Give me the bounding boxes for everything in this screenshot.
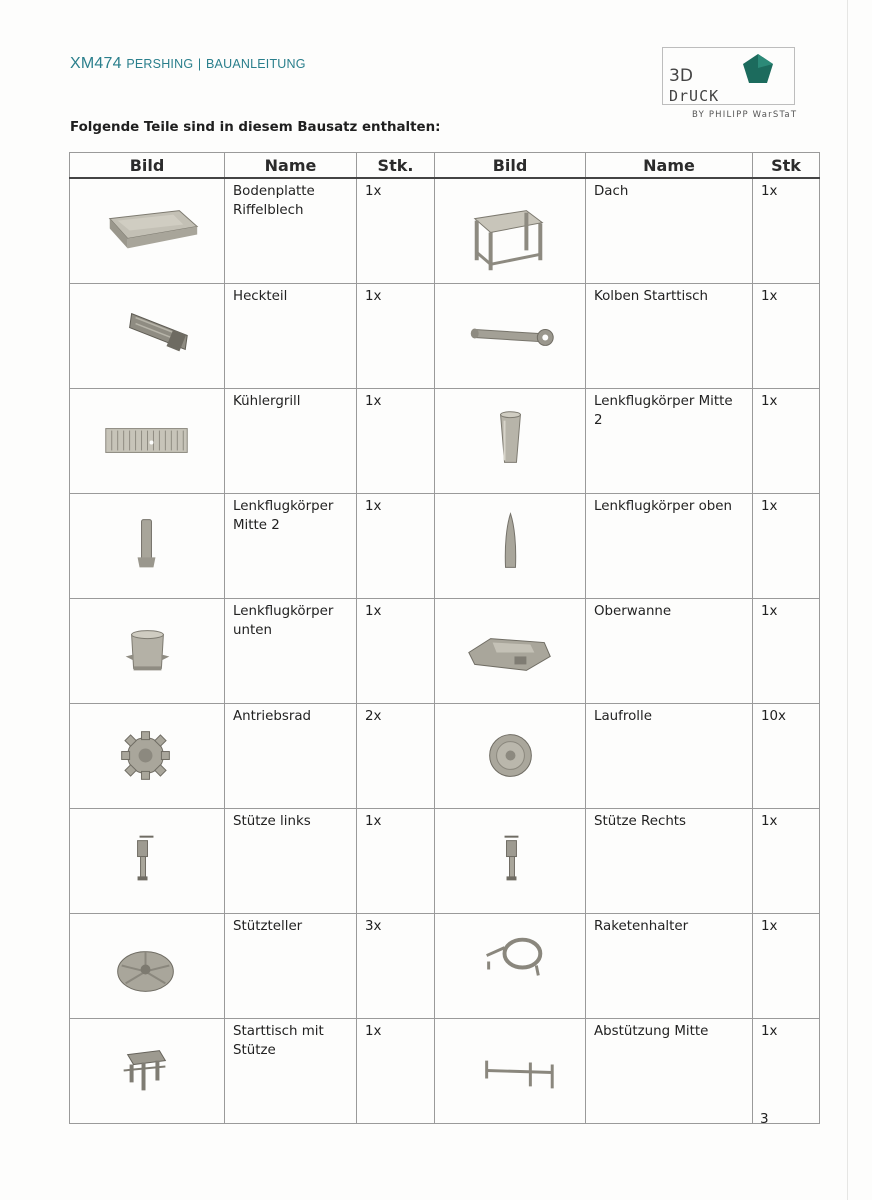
part-name: Oberwanne: [586, 599, 753, 704]
part-name: Stütze links: [225, 809, 357, 914]
part-image-cell: [435, 494, 586, 599]
part-image-cell: [435, 284, 586, 389]
rear-part-icon: [70, 284, 224, 388]
header-qty-right: Stk: [753, 153, 820, 179]
page-edge: [847, 0, 848, 1200]
part-image-cell: [435, 914, 586, 1019]
part-name: Heckteil: [225, 284, 357, 389]
part-qty: 1x: [753, 389, 820, 494]
missile-middle-icon: [435, 389, 585, 493]
intro-text: Folgende Teile sind in diesem Bausatz enthalten:: [70, 120, 441, 135]
part-image-cell: [435, 704, 586, 809]
table-row: [70, 284, 820, 389]
brand-logo: [662, 47, 798, 120]
part-name: Kolben Starttisch: [586, 284, 753, 389]
part-name: Bodenplatte Riffelblech: [225, 178, 357, 284]
header-separator: |: [197, 57, 202, 71]
part-name: Lenkflugkörper unten: [225, 599, 357, 704]
page-number: 3: [760, 1111, 769, 1127]
header-section: BAUANLEITUNG: [206, 57, 306, 71]
part-qty: 2x: [357, 704, 435, 809]
part-name: Stützteller: [225, 914, 357, 1019]
rocket-holder-icon: [435, 914, 585, 1018]
part-qty: 1x: [357, 809, 435, 914]
support-right-icon: [435, 809, 585, 913]
table-row: [70, 494, 820, 599]
header-qty-left: Stk.: [357, 153, 435, 179]
table-row: [70, 914, 820, 1019]
support-left-icon: [70, 809, 224, 913]
missile-top-icon: [435, 494, 585, 598]
part-name: Stütze Rechts: [586, 809, 753, 914]
radiator-grill-icon: [70, 389, 224, 493]
part-name: Dach: [586, 178, 753, 284]
launch-table-icon: [70, 1019, 224, 1123]
part-name: Lenkflugkörper Mitte 2: [586, 389, 753, 494]
part-image-cell: [70, 599, 225, 704]
logo-subtitle: BY PHILIPP WarSTaT: [692, 110, 798, 120]
header-model-name: PERSHING: [126, 57, 194, 71]
part-image-cell: [435, 809, 586, 914]
parts-table: [69, 152, 820, 1124]
document-header: [70, 55, 306, 73]
part-image-cell: [70, 914, 225, 1019]
header-name-right: Name: [586, 153, 753, 179]
part-qty: 1x: [357, 389, 435, 494]
missile-middle-2-icon: [70, 494, 224, 598]
part-qty: 1x: [753, 494, 820, 599]
part-image-cell: [70, 389, 225, 494]
part-qty: 1x: [753, 809, 820, 914]
part-image-cell: [435, 389, 586, 494]
table-row: [70, 599, 820, 704]
roof-icon: [435, 179, 585, 283]
floor-plate-icon: [70, 179, 224, 283]
part-qty: 1x: [357, 599, 435, 704]
part-qty: 3x: [357, 914, 435, 1019]
part-qty: 1x: [753, 284, 820, 389]
piston-icon: [435, 284, 585, 388]
part-image-cell: [435, 178, 586, 284]
logo-text-3d: 3D: [669, 66, 693, 86]
part-qty: 1x: [357, 284, 435, 389]
table-row: [70, 1019, 820, 1124]
part-name: Lenkflugkörper oben: [586, 494, 753, 599]
part-name: Kühlergrill: [225, 389, 357, 494]
part-qty: 1x: [753, 599, 820, 704]
support-plate-icon: [70, 914, 224, 1018]
logo-gem-icon: [741, 52, 775, 86]
table-row: [70, 704, 820, 809]
part-image-cell: [70, 178, 225, 284]
part-image-cell: [70, 704, 225, 809]
part-qty: 1x: [357, 178, 435, 284]
table-row: [70, 178, 820, 284]
part-qty: 1x: [357, 494, 435, 599]
upper-hull-icon: [435, 599, 585, 703]
part-name: Lenkflugkörper Mitte 2: [225, 494, 357, 599]
header-name-left: Name: [225, 153, 357, 179]
table-row: [70, 809, 820, 914]
table-header-row: [70, 153, 820, 179]
logo-text-druck: DrUCK: [669, 87, 720, 105]
part-image-cell: [70, 284, 225, 389]
header-image-right: Bild: [435, 153, 586, 179]
middle-brace-icon: [435, 1019, 585, 1123]
header-model-code: XM474: [70, 55, 122, 72]
part-qty: 10x: [753, 704, 820, 809]
header-image-left: Bild: [70, 153, 225, 179]
part-image-cell: [70, 809, 225, 914]
part-qty: 1x: [753, 178, 820, 284]
part-qty: 1x: [357, 1019, 435, 1124]
missile-bottom-icon: [70, 599, 224, 703]
road-wheel-icon: [435, 704, 585, 808]
part-name: Starttisch mit Stütze: [225, 1019, 357, 1124]
part-name: Laufrolle: [586, 704, 753, 809]
table-row: [70, 389, 820, 494]
part-image-cell: [435, 1019, 586, 1124]
part-name: Abstützung Mitte: [586, 1019, 753, 1124]
part-image-cell: [70, 494, 225, 599]
drive-sprocket-icon: [70, 704, 224, 808]
part-image-cell: [70, 1019, 225, 1124]
part-qty: 1x: [753, 914, 820, 1019]
part-qty: 1x: [753, 1019, 820, 1124]
part-image-cell: [435, 599, 586, 704]
part-name: Antriebsrad: [225, 704, 357, 809]
part-name: Raketenhalter: [586, 914, 753, 1019]
